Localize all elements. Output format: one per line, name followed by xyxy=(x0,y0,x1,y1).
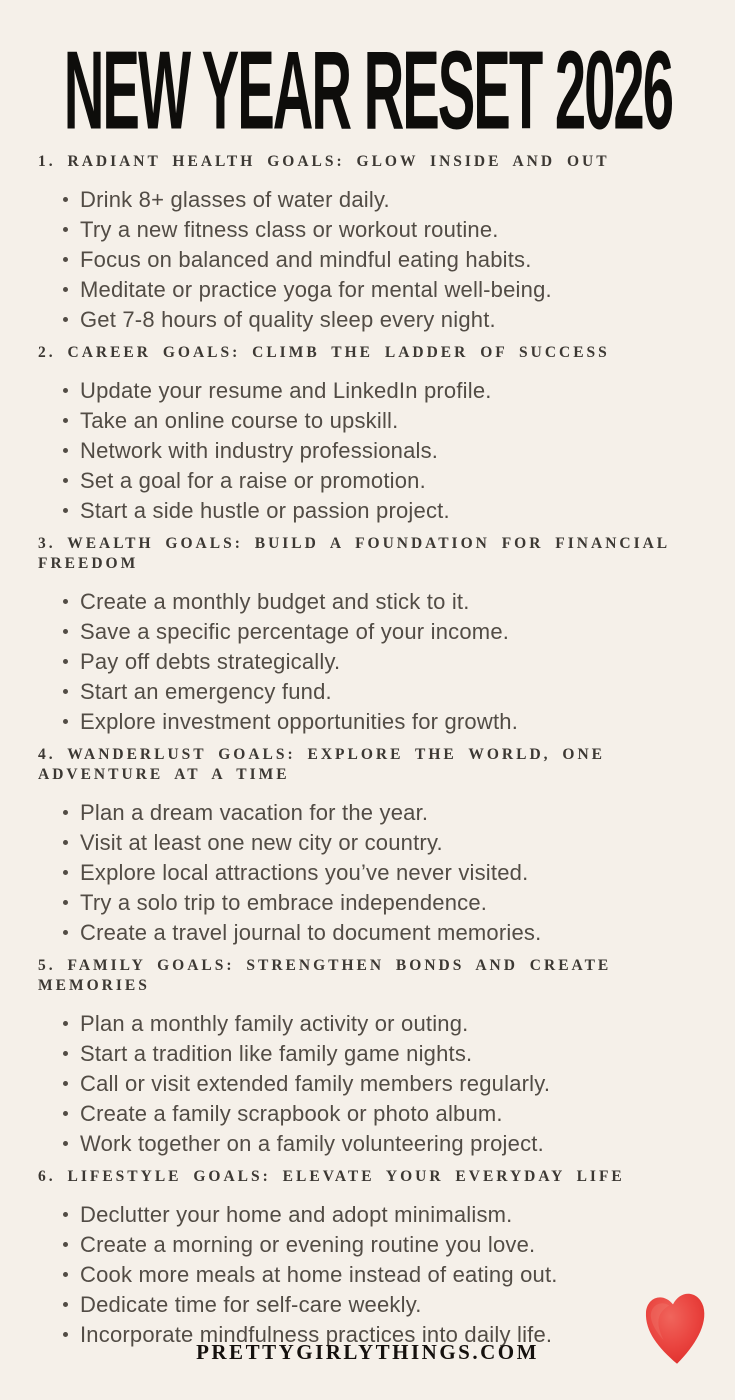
checklist-item: Start an emergency fund. xyxy=(80,677,707,707)
checklist-item: Explore local attractions you’ve never visited. xyxy=(80,858,707,888)
website-url: PRETTYGIRLYTHINGS.COM xyxy=(196,1340,539,1364)
checklist-item: Plan a dream vacation for the year. xyxy=(80,798,707,828)
checklist-item: Drink 8+ glasses of water daily. xyxy=(80,185,707,215)
checklist-item: Meditate or practice yoga for mental well-being. xyxy=(80,275,707,305)
checklist xyxy=(38,794,707,948)
checklist-item: Update your resume and LinkedIn profile. xyxy=(80,376,707,406)
checklist xyxy=(38,1196,707,1350)
checklist-item: Call or visit extended family members regularly. xyxy=(80,1069,707,1099)
section-heading: 2. CAREER GOALS: CLIMB THE LADDER OF SUCCESS xyxy=(38,344,610,361)
checklist-item: Take an online course to upskill. xyxy=(80,406,707,436)
goal-sections xyxy=(0,152,735,1350)
checklist-item: Declutter your home and adopt minimalism. xyxy=(80,1200,707,1230)
checklist-item: Incorporate mindfulness practices into daily life. xyxy=(80,1320,707,1350)
section-wealth xyxy=(38,534,707,737)
checklist-item: Try a solo trip to embrace independence. xyxy=(80,888,707,918)
section-heading: 6. LIFESTYLE GOALS: ELEVATE YOUR EVERYDAY LIFE xyxy=(38,1168,625,1185)
section-heading: 4. WANDERLUST GOALS: EXPLORE THE WORLD, ONE ADVENTURE AT A TIME xyxy=(38,746,605,783)
page-title xyxy=(0,27,735,153)
checklist-item: Explore investment opportunities for growth. xyxy=(80,707,707,737)
checklist-item: Cook more meals at home instead of eating out. xyxy=(80,1260,707,1290)
checklist-item: Network with industry professionals. xyxy=(80,436,707,466)
checklist-item: Create a family scrapbook or photo album. xyxy=(80,1099,707,1129)
checklist xyxy=(38,1005,707,1159)
page-title-text: NEW YEAR RESET 2026 xyxy=(63,27,672,153)
checklist-item: Create a travel journal to document memories. xyxy=(80,918,707,948)
checklist-item: Get 7-8 hours of quality sleep every night. xyxy=(80,305,707,335)
checklist-item: Start a tradition like family game nights. xyxy=(80,1039,707,1069)
checklist-item: Dedicate time for self-care weekly. xyxy=(80,1290,707,1320)
section-heading: 3. WEALTH GOALS: BUILD A FOUNDATION FOR FINANCIAL FREEDOM xyxy=(38,535,670,572)
checklist-item: Save a specific percentage of your income. xyxy=(80,617,707,647)
checklist-item: Try a new fitness class or workout routine. xyxy=(80,215,707,245)
checklist-item: Create a monthly budget and stick to it. xyxy=(80,587,707,617)
checklist-item: Start a side hustle or passion project. xyxy=(80,496,707,526)
heart-icon xyxy=(640,1281,712,1370)
checklist-item: Pay off debts strategically. xyxy=(80,647,707,677)
checklist-item: Focus on balanced and mindful eating habits. xyxy=(80,245,707,275)
checklist-item: Visit at least one new city or country. xyxy=(80,828,707,858)
section-heading: 1. RADIANT HEALTH GOALS: GLOW INSIDE AND OUT xyxy=(38,153,610,170)
section-career xyxy=(38,343,707,526)
checklist xyxy=(38,583,707,737)
section-wanderlust xyxy=(38,745,707,948)
checklist xyxy=(38,372,707,526)
checklist-item: Plan a monthly family activity or outing. xyxy=(80,1009,707,1039)
checklist xyxy=(38,181,707,335)
checklist-item: Create a morning or evening routine you love. xyxy=(80,1230,707,1260)
checklist-item: Set a goal for a raise or promotion. xyxy=(80,466,707,496)
section-health xyxy=(38,152,707,335)
section-family xyxy=(38,956,707,1159)
section-heading: 5. FAMILY GOALS: STRENGTHEN BONDS AND CREATE MEMORIES xyxy=(38,957,612,994)
section-lifestyle xyxy=(38,1167,707,1350)
checklist-item: Work together on a family volunteering project. xyxy=(80,1129,707,1159)
